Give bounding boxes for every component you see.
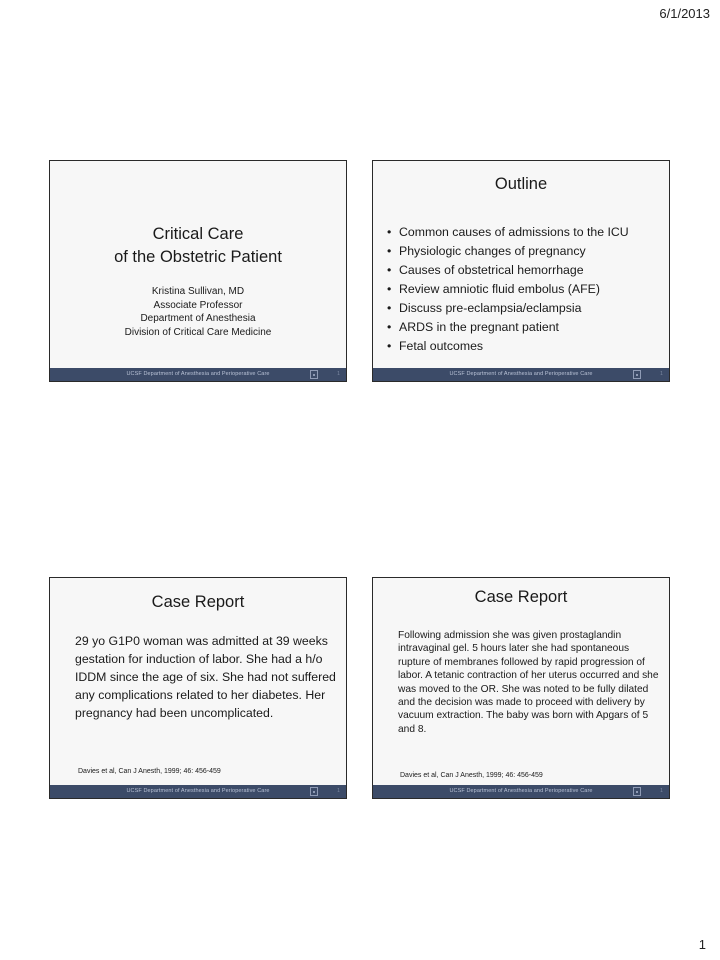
presentation-title bbox=[50, 223, 346, 269]
citation: Davies et al, Can J Anesth, 1999; 46: 456-459 bbox=[400, 772, 543, 779]
footer-page-mark: 1 bbox=[337, 788, 340, 794]
footer-page-mark: 1 bbox=[660, 371, 663, 377]
slide-footer bbox=[373, 368, 669, 381]
footer-page-mark: 1 bbox=[660, 788, 663, 794]
author-position: Associate Professor bbox=[153, 299, 243, 311]
slide-heading: Outline bbox=[494, 175, 548, 193]
title-line-2: of the Obstetric Patient bbox=[114, 248, 282, 266]
footer-page-mark: 1 bbox=[337, 371, 340, 377]
author-department: Department of Anesthesia bbox=[140, 313, 256, 324]
footer-text: UCSF Department of Anesthesia and Perioperative Care bbox=[126, 371, 270, 377]
outline-list bbox=[387, 223, 661, 356]
slide-case-report-1 bbox=[49, 577, 347, 799]
slide-outline bbox=[372, 160, 670, 382]
author-name: Kristina Sullivan, MD bbox=[151, 286, 245, 297]
slide-heading: Case Report bbox=[474, 588, 568, 606]
case-body: 29 yo G1P0 woman was admitted at 39 weeks gestation for induction of labor. She had a h/o IDDM since the age of six. She had not suffered any complications related to her diabetes. Her pregnancy had been uncomplicated. bbox=[75, 634, 336, 720]
ucsf-logo-icon bbox=[633, 370, 641, 379]
slide-heading: Case Report bbox=[151, 593, 245, 611]
page-date: 6/1/2013 bbox=[659, 6, 710, 21]
outline-item: • Discuss pre-eclampsia/eclampsia bbox=[387, 299, 661, 318]
author-block bbox=[50, 285, 346, 339]
slide-footer bbox=[50, 368, 346, 381]
outline-item: • ARDS in the pregnant patient bbox=[387, 318, 661, 337]
outline-item: • Causes of obstetrical hemorrhage bbox=[387, 261, 661, 280]
page-number: 1 bbox=[698, 937, 706, 952]
title-line-1: Critical Care bbox=[152, 225, 244, 243]
slide-title-card bbox=[49, 160, 347, 382]
slide-case-report-2 bbox=[372, 577, 670, 799]
footer-text: UCSF Department of Anesthesia and Perioperative Care bbox=[126, 788, 270, 794]
outline-item: • Fetal outcomes bbox=[387, 337, 661, 356]
footer-text: UCSF Department of Anesthesia and Perioperative Care bbox=[449, 788, 593, 794]
outline-item: • Common causes of admissions to the ICU bbox=[387, 223, 661, 242]
citation: Davies et al, Can J Anesth, 1999; 46: 456-459 bbox=[78, 768, 221, 775]
ucsf-logo-icon bbox=[310, 370, 318, 379]
slide-footer bbox=[50, 785, 346, 798]
ucsf-logo-icon bbox=[310, 787, 318, 796]
footer-text: UCSF Department of Anesthesia and Perioperative Care bbox=[449, 371, 593, 377]
outline-item: • Review amniotic fluid embolus (AFE) bbox=[387, 280, 661, 299]
slide-footer bbox=[373, 785, 669, 798]
outline-item: • Physiologic changes of pregnancy bbox=[387, 242, 661, 261]
ucsf-logo-icon bbox=[633, 787, 641, 796]
author-division: Division of Critical Care Medicine bbox=[124, 326, 272, 338]
case-body: Following admission she was given prostaglandin intravaginal gel. 5 hours later she had spontaneous rupture of membranes followed by rapid progression of labor. A tetanic contraction of her uterus occurred and she was moved to the OR. She was noted to be fully dilated and the decision was made to proceed with delivery by vacuum extraction. The baby was born with Apgars of 5 and 8. bbox=[398, 630, 659, 735]
